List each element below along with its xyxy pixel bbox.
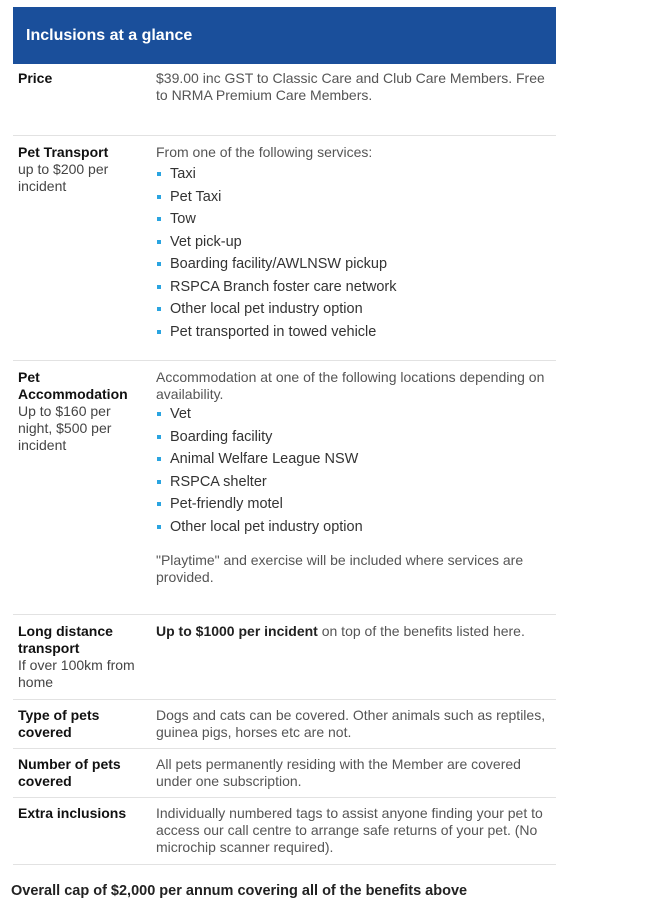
row-label — [13, 749, 146, 797]
long-distance-label: Long distance transport — [18, 623, 113, 656]
row-value — [149, 361, 556, 614]
pet-transport-label: Pet Transport — [18, 144, 109, 160]
list-item: RSPCA shelter — [156, 471, 556, 494]
pet-count-label: Number of pets covered — [18, 756, 121, 789]
list-item: Animal Welfare League NSW — [156, 448, 556, 471]
list-item: Vet pick-up — [156, 231, 556, 254]
row-value — [149, 64, 556, 135]
pet-accommodation-sub: Up to $160 per night, $500 per incident — [18, 403, 112, 453]
price-text: $39.00 inc GST to Classic Care and Club Care Members. Free to NRMA Premium Care Members. — [156, 70, 545, 103]
row-extras — [13, 798, 556, 865]
row-label — [13, 798, 146, 864]
list-item: Tow — [156, 208, 556, 231]
row-value — [149, 136, 556, 360]
list-item: Other local pet industry option — [156, 516, 556, 539]
row-label — [13, 136, 146, 360]
list-item: Vet — [156, 403, 556, 426]
pet-accommodation-intro: Accommodation at one of the following locations depending on availability. — [156, 369, 545, 402]
table-title: Inclusions at a glance — [26, 26, 193, 44]
row-label — [13, 64, 146, 135]
list-item: Taxi — [156, 163, 556, 186]
overall-cap-note: Overall cap of $2,000 per annum covering all of the benefits above — [11, 883, 468, 899]
row-label — [13, 700, 146, 748]
pet-types-text: Dogs and cats can be covered. Other animals such as reptiles, guinea pigs, horses etc are not. — [156, 707, 546, 740]
pet-count-text: All pets permanently residing with the Member are covered under one subscription. — [156, 756, 521, 789]
pet-transport-list — [156, 163, 556, 343]
row-label — [13, 615, 146, 699]
pet-accommodation-list — [156, 403, 556, 538]
list-item: Pet-friendly motel — [156, 493, 556, 516]
row-price — [13, 64, 556, 136]
row-pet-accommodation — [13, 361, 556, 615]
list-item: Other local pet industry option — [156, 298, 556, 321]
row-value — [149, 615, 556, 699]
pet-transport-sub: up to $200 per incident — [18, 161, 109, 194]
extras-label: Extra inclusions — [18, 805, 127, 821]
list-item: Boarding facility/AWLNSW pickup — [156, 253, 556, 276]
list-item: Boarding facility — [156, 426, 556, 449]
long-distance-bold: Up to $1000 per incident — [156, 623, 318, 639]
pet-transport-intro: From one of the following services: — [156, 144, 373, 160]
row-value — [149, 798, 556, 864]
pet-accommodation-label: Pet Accommodation — [18, 369, 128, 402]
price-label: Price — [18, 70, 53, 86]
table-header — [13, 7, 556, 64]
row-pet-transport — [13, 136, 556, 361]
row-value — [149, 749, 556, 797]
row-label — [13, 361, 146, 614]
list-item: Pet Taxi — [156, 186, 556, 209]
row-pet-types — [13, 700, 556, 749]
pet-accommodation-note: "Playtime" and exercise will be included where services are provided. — [156, 552, 524, 585]
pet-types-label: Type of pets covered — [18, 707, 100, 740]
long-distance-sub: If over 100km from home — [18, 657, 135, 690]
inclusions-table — [13, 7, 556, 865]
extras-text: Individually numbered tags to assist anyone finding your pet to access our call centre to arrange safe returns of your pet. (No microchip scanner required). — [156, 805, 543, 855]
row-long-distance — [13, 615, 556, 700]
long-distance-text: on top of the benefits listed here. — [317, 623, 525, 639]
list-item: Pet transported in towed vehicle — [156, 321, 556, 344]
row-value — [149, 700, 556, 748]
list-item: RSPCA Branch foster care network — [156, 276, 556, 299]
row-pet-count — [13, 749, 556, 798]
